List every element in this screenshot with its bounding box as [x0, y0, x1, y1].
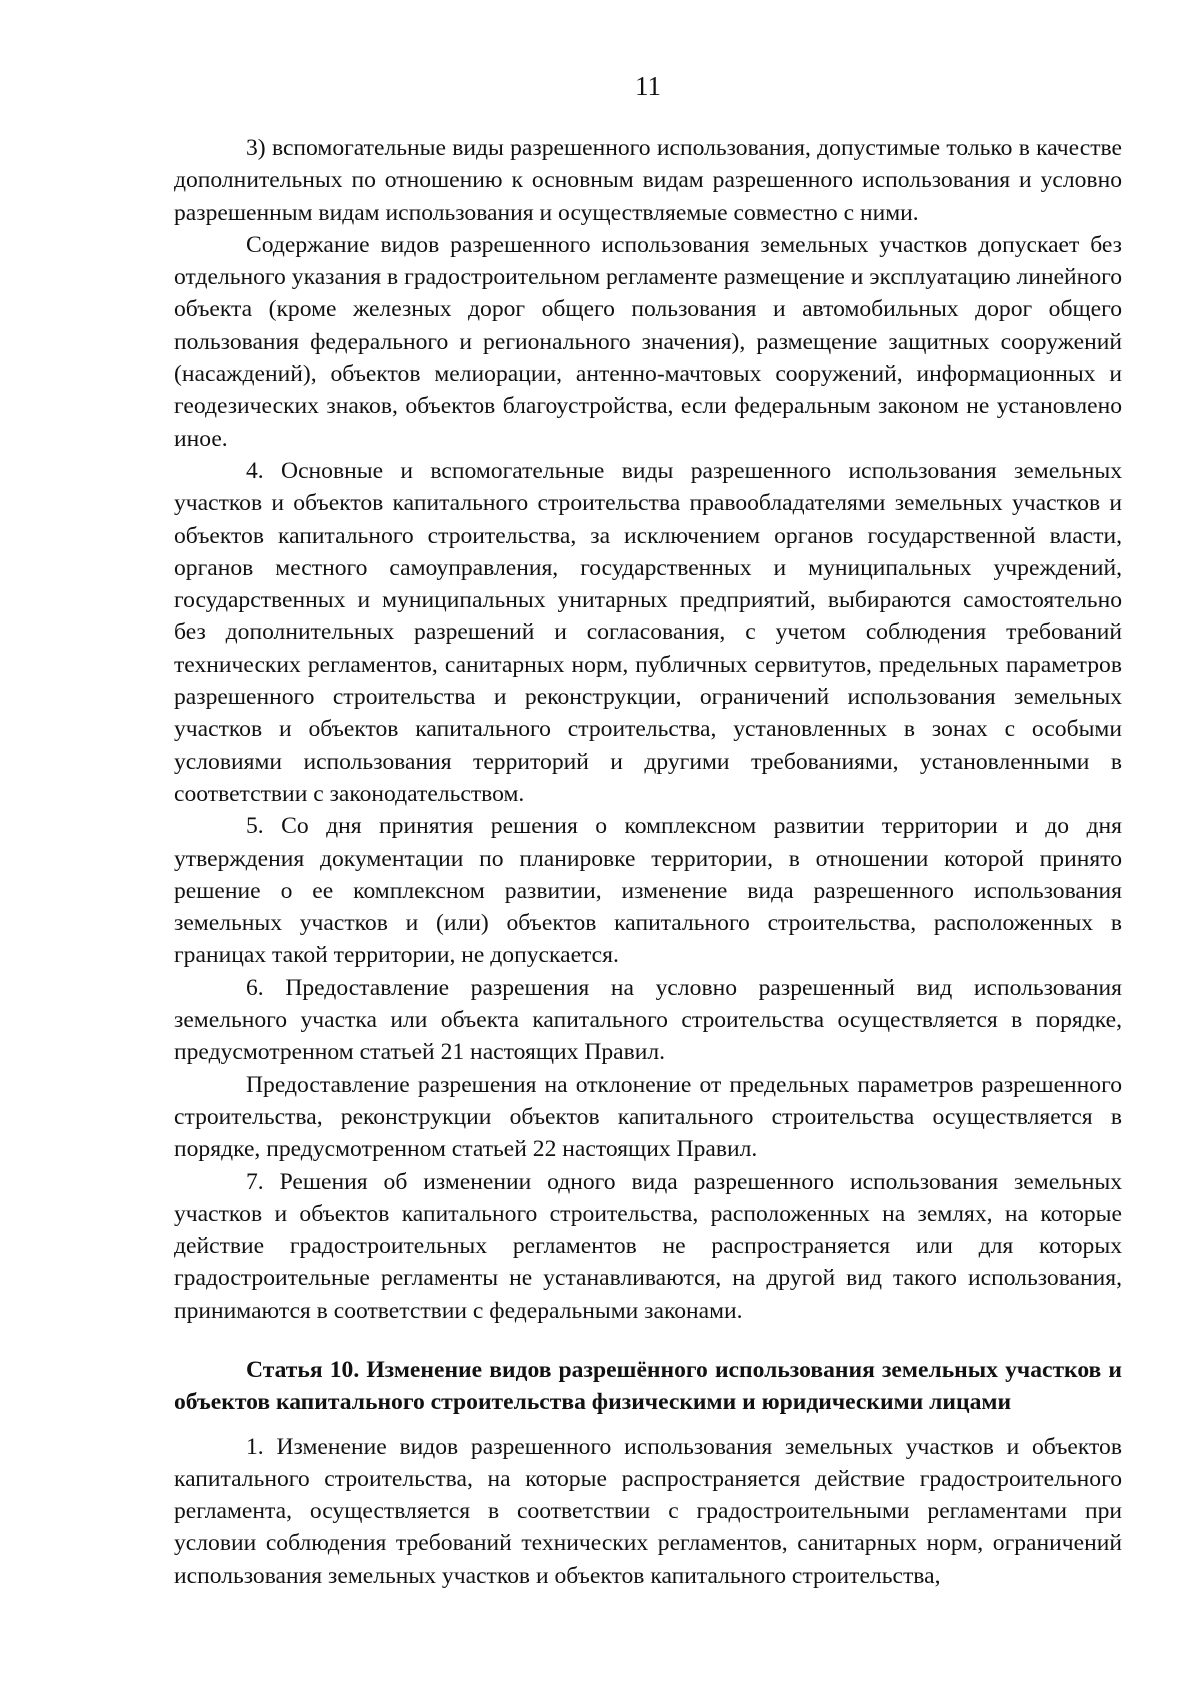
paragraph-point-4: 4. Основные и вспомогательные виды разрешенного использования земельных участков и объектов капитального строительства правообладателями земельных участков и объектов капитального строительства, за исключением органов государственной власти, органов местного самоуправления, государственных и муниципальных учреждений, государственных и муниципальных унитарных предприятий, выбираются самостоятельно без дополнительных разрешений и согласования, с учетом соблюдения требований технических регламентов, санитарных норм, публичных сервитутов, предельных параметров разрешенного строительства и реконструкции, ограничений использования земельных участков и объектов капитального строительства, установленных в зонах с особыми условиями использования территорий и другими требованиями, установленными в соответствии с законодательством.	[174, 457, 1122, 807]
paragraph-deviation-permit: Предоставление разрешения на отклонение от предельных параметров разрешенного строительства, реконструкции объектов капитального строительства осуществляется в порядке, предусмотренном статьей 22 настоящих Правил.	[174, 1071, 1122, 1163]
paragraph-item-3: 3) вспомогательные виды разрешенного использования, допустимые только в качестве дополнительных по отношению к основным видам разрешенного использования и условно разрешенным видам использования и осуществляемые совместно с ними.	[174, 135, 1122, 226]
paragraph-content-scope: Содержание видов разрешенного использования земельных участков допускает без отдельного указания в градостроительном регламенте размещение и эксплуатацию линейного объекта (кроме железных дорог общего пользования и автомобильных дорог общего пользования федерального и регионального значения), размещение защитных сооружений (насаждений), объектов мелиорации, антенно-мачтовых сооружений, информационных и геодезических знаков, объектов благоустройства, если федеральным законом не установлено иное.	[174, 231, 1122, 452]
article-10-paragraph-1: 1. Изменение видов разрешенного использования земельных участков и объектов капитального строительства, на которые распространяется действие градостроительного регламента, осуществляется в соответствии с градостроительными регламентами при условии соблюдения требований технических регламентов, санитарных норм, ограничений использования земельных участков и объектов капитального строительства,	[174, 1433, 1122, 1589]
paragraph-point-7: 7. Решения об изменении одного вида разрешенного использования земельных участков и объектов капитального строительства, расположенных на землях, на которые действие градостроительных регламентов не распространяется или для которых градостроительные регламенты не устанавливаются, на другой вид такого использования, принимаются в соответствии с федеральными законами.	[174, 1168, 1122, 1324]
article-10-heading: Статья 10. Изменение видов разрешённого использования земельных участков и объектов капитального строительства физическими и юридическими лицами	[174, 1356, 1122, 1416]
paragraph-point-5: 5. Со дня принятия решения о комплексном развитии территории и до дня утверждения документации по планировке территории, в отношении которой принято решение о ее комплексном развитии, изменение вида разрешенного использования земельных участков и (или) объектов капитального строительства, расположенных в границах такой территории, не допускается.	[174, 813, 1122, 969]
document-body	[174, 132, 1122, 1592]
page-number: 11	[635, 71, 661, 101]
paragraph-point-6: 6. Предоставление разрешения на условно разрешенный вид использования земельного участка или объекта капитального строительства осуществляется в порядке, предусмотренном статьей 21 настоящих Правил.	[174, 974, 1122, 1066]
